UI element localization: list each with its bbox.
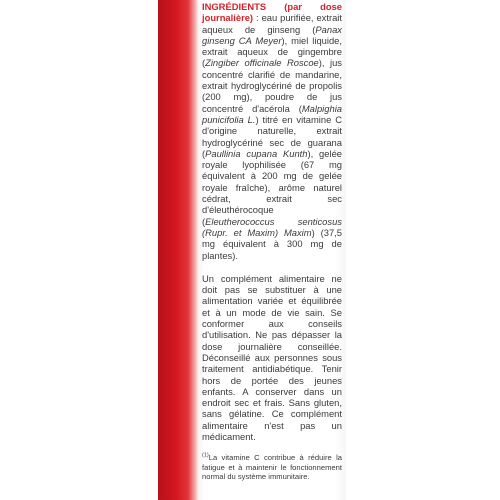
ingredients-paragraph (202, 1, 342, 261)
botanical-name: Eleutherococcus senticosus (Rupr. et Maxim) Maxim (202, 215, 342, 238)
footnote-marker: (1) (202, 452, 209, 459)
botanical-name: Panax ginseng CA Meyer (202, 23, 342, 46)
red-color-band (158, 0, 198, 500)
ingredients-text: : eau purifiée, extrait aqueux de ginseng ( (202, 12, 342, 35)
footnote-text: La vitamine C contribue à réduire la fatigue et à maintenir le fonctionnement normal du système immunitaire. (202, 453, 342, 482)
ingredients-text: ) (37,5 mg équivalent à 300 mg de plantes). (202, 226, 342, 261)
ingredients-text: ), gelée royale lyophilisée (67 mg équivalent à 200 mg de gelée royale fraîche), arôme naturel cédrat, extrait sec d'éleuthérocoque ( (202, 147, 342, 227)
botanical-name: Malpighia punicifolia L. (202, 102, 342, 125)
ingredients-text: ), jus concentré clarifié de mandarine, extrait hydroglycériné de propolis (200 mg), poudre de jus concentré d'acérola ( (202, 57, 342, 114)
ingredients-title: INGRÉDIENTS (par dose journalière) (202, 1, 342, 24)
warnings-paragraph: Un complément alimentaire ne doit pas se substituer à une alimentation variée et équilibrée et à un mode de vie sain. Se conformer aux conseils d'utilisation. Ne pas dépasser la dose journalière conseillée. Déconseillé aux personnes sous traitement antidiabétique. Tenir hors de portée des jeunes enfants. A conserver dans un endroit sec et frais. Sans gluten, sans gélatine. Ce complément alimentaire n'est pas un médicament. (202, 272, 342, 442)
label-text-column (202, 1, 342, 482)
ingredients-text: ), miel liquide, extrait aqueux de gingembre ( (202, 34, 342, 69)
footnote-paragraph (202, 453, 342, 482)
ingredients-list (202, 12, 342, 260)
botanical-name: Paullinia cupana Kunth (205, 147, 308, 159)
ingredients-text: ) titré en vitamine C d'origine naturelle, extrait hydroglycériné sec de guarana ( (202, 113, 342, 159)
botanical-name: Zingiber officinale Roscoe (205, 57, 319, 69)
